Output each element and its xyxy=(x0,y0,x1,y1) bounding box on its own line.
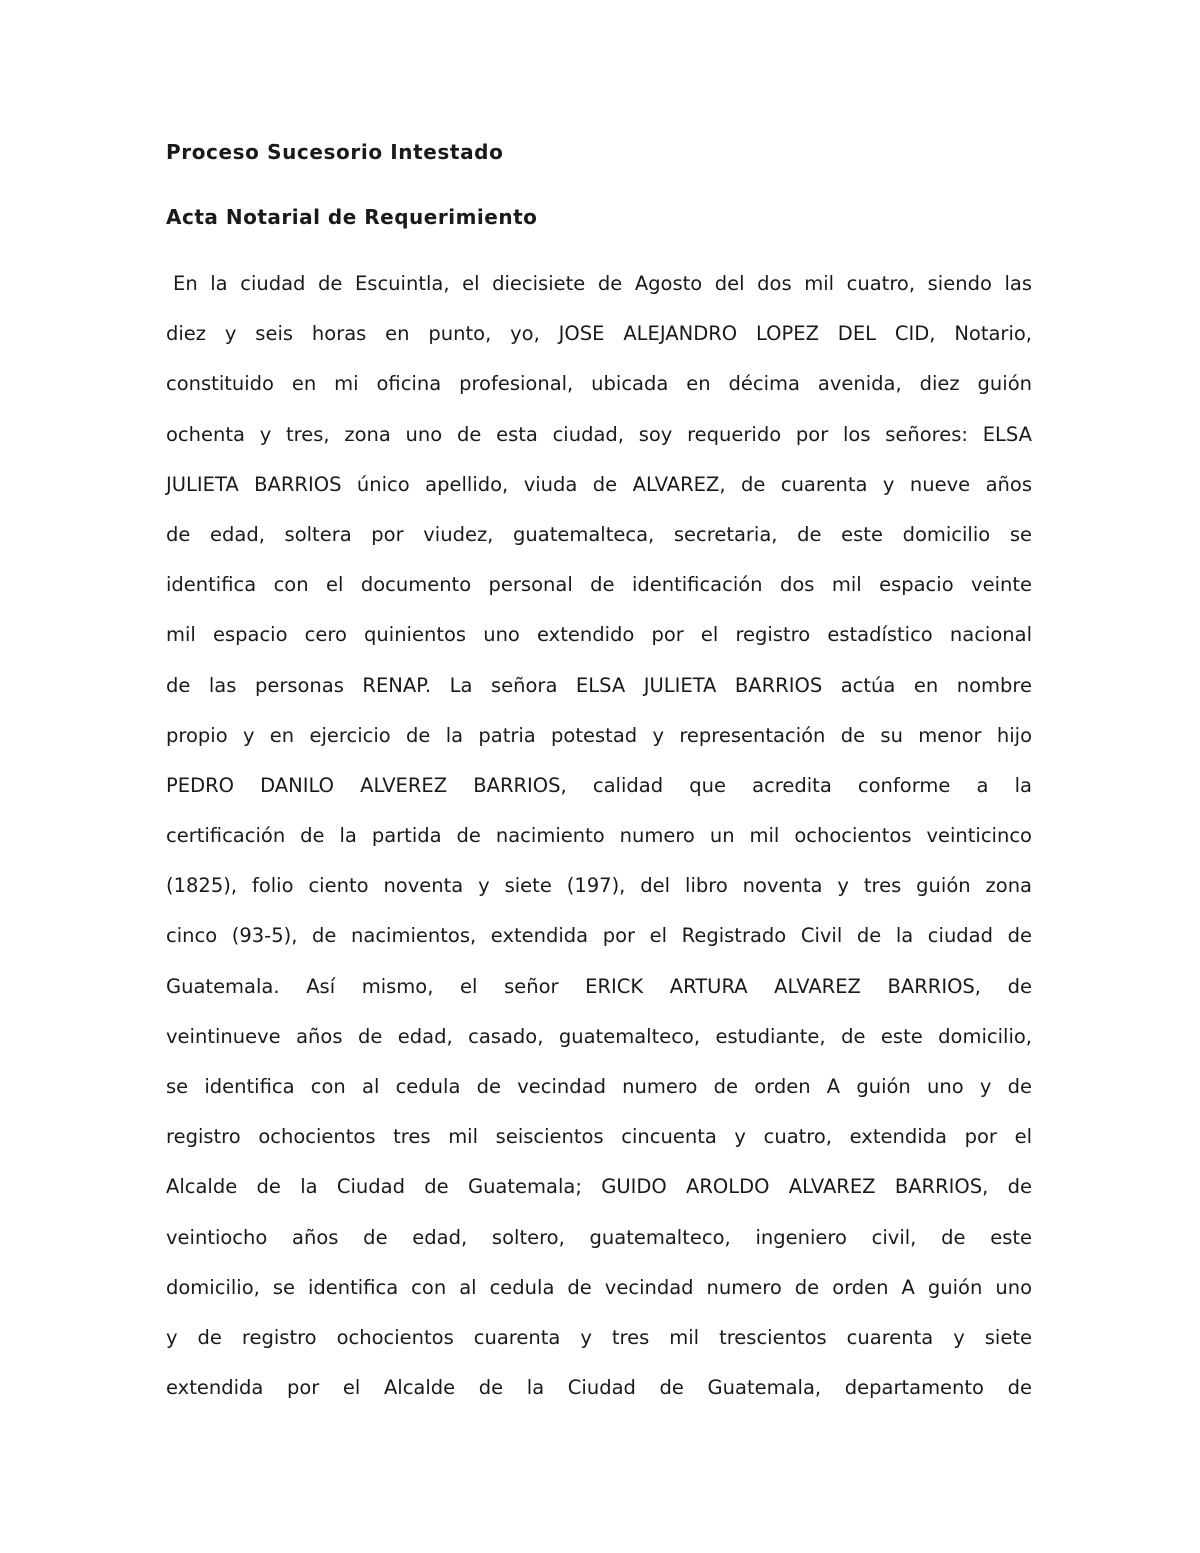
body-line: PEDRO DANILO ALVEREZ BARRIOS, calidad que acredita conforme a la xyxy=(166,773,1032,797)
body-line: mil espacio cero quinientos uno extendido por el registro estadístico nacional xyxy=(166,623,1032,647)
body-line: veintiocho años de edad, soltero, guatemalteco, ingeniero civil, de este xyxy=(166,1225,1032,1249)
body-line: de las personas RENAP. La señora ELSA JULIETA BARRIOS actúa en nombre xyxy=(166,673,1032,697)
body-line: JULIETA BARRIOS único apellido, viuda de ALVAREZ, de cuarenta y nueve años xyxy=(166,472,1032,496)
body-line: de edad, soltera por viudez, guatemalteca, secretaria, de este domicilio se xyxy=(166,522,1032,546)
body-line: En la ciudad de Escuintla, el diecisiete de Agosto del dos mil cuatro, siendo las xyxy=(173,272,1032,295)
body-line: diez y seis horas en punto, yo, JOSE ALEJANDRO LOPEZ DEL CID, Notario, xyxy=(166,322,1032,346)
body-line: domicilio, se identifica con al cedula de vecindad numero de orden A guión uno xyxy=(166,1275,1032,1299)
body-line: certificación de la partida de nacimiento numero un mil ochocientos veinticinco xyxy=(166,824,1032,848)
body-line: Guatemala. Así mismo, el señor ERICK ARTURA ALVAREZ BARRIOS, de xyxy=(166,974,1032,998)
body-line: (1825), folio ciento noventa y siete (197), del libro noventa y tres guión zona xyxy=(166,874,1032,898)
body-line: y de registro ochocientos cuarenta y tres mil trescientos cuarenta y siete xyxy=(166,1325,1032,1349)
document-body xyxy=(166,271,1032,1425)
document-subtitle: Acta Notarial de Requerimiento xyxy=(166,205,538,229)
body-line: constituido en mi oficina profesional, ubicada en décima avenida, diez guión xyxy=(166,372,1032,396)
body-line: cinco (93-5), de nacimientos, extendida por el Registrado Civil de la ciudad de xyxy=(166,924,1032,948)
body-line: Alcalde de la Ciudad de Guatemala; GUIDO AROLDO ALVAREZ BARRIOS, de xyxy=(166,1175,1032,1199)
body-line: propio y en ejercicio de la patria potestad y representación de su menor hijo xyxy=(166,723,1032,747)
body-line: identifica con el documento personal de identificación dos mil espacio veinte xyxy=(166,573,1032,597)
body-line: veintinueve años de edad, casado, guatemalteco, estudiante, de este domicilio, xyxy=(166,1024,1032,1048)
body-line: ochenta y tres, zona uno de esta ciudad, soy requerido por los señores: ELSA xyxy=(166,422,1032,446)
document-title: Proceso Sucesorio Intestado xyxy=(166,140,504,164)
body-line: extendida por el Alcalde de la Ciudad de Guatemala, departamento de xyxy=(166,1376,1032,1400)
body-line: registro ochocientos tres mil seiscientos cincuenta y cuatro, extendida por el xyxy=(166,1125,1032,1149)
body-line: se identifica con al cedula de vecindad numero de orden A guión uno y de xyxy=(166,1075,1032,1098)
